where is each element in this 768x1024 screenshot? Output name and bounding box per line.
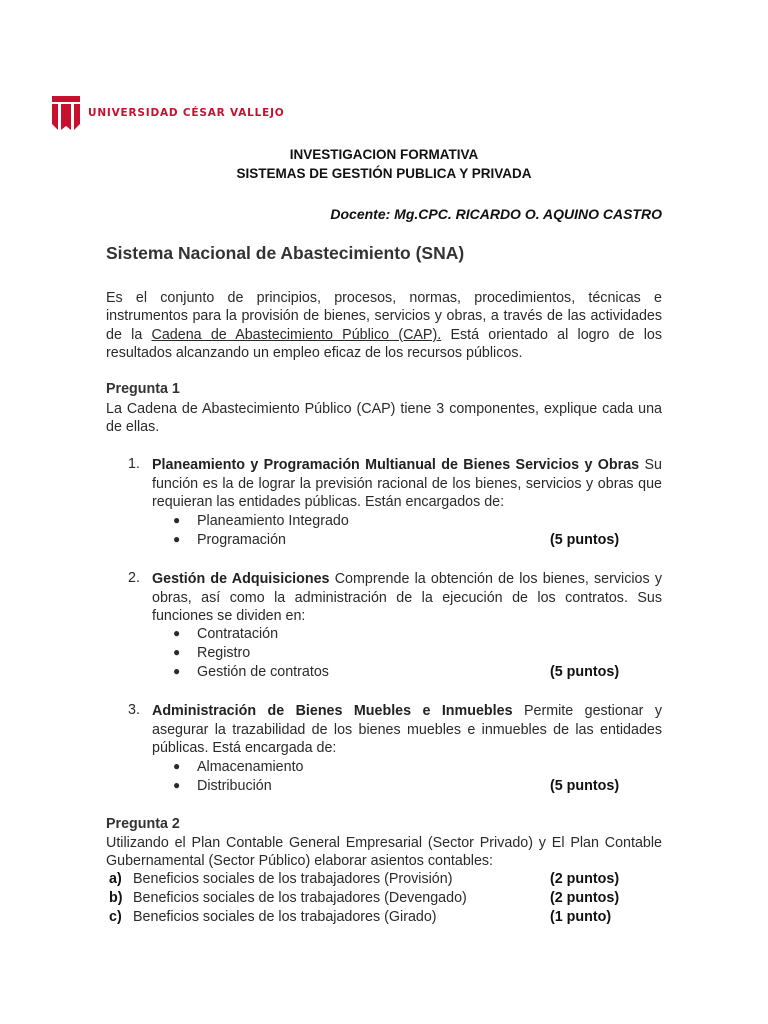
list-item: ● Almacenamiento: [173, 759, 304, 775]
section-title: Sistema Nacional de Abastecimiento (SNA): [106, 243, 465, 263]
item-2-body: [152, 570, 662, 626]
intro-paragraph: [106, 289, 662, 362]
bullet-icon: ●: [173, 778, 181, 792]
list-item: ● Programación: [173, 532, 286, 548]
university-name: UNIVERSIDAD CÉSAR VALLEJO: [88, 107, 285, 119]
item-1-points: (5 puntos): [550, 532, 620, 548]
item-3-body: [152, 702, 662, 758]
list-item: ● Planeamiento Integrado: [173, 513, 349, 529]
item-2-number: 2.: [128, 570, 140, 586]
answer-c-points: (1 punto): [550, 909, 612, 925]
header-title: INVESTIGACION FORMATIVA: [289, 147, 479, 162]
item-2-heading: Gestión de Adquisiciones: [152, 571, 330, 587]
answer-c-letter: c): [109, 909, 122, 925]
university-logo: [52, 96, 285, 130]
question-1-text: La Cadena de Abastecimiento Público (CAP) tiene 3 componentes, explique cada una de ellas.: [106, 401, 662, 436]
bullet-icon: ●: [173, 626, 181, 640]
header-subtitle: SISTEMAS DE GESTIÓN PUBLICA Y PRIVADA: [236, 166, 532, 181]
bullet-icon: ●: [173, 664, 181, 678]
item-3-points: (5 puntos): [550, 778, 620, 794]
item-1-number: 1.: [128, 456, 140, 472]
bullet-icon: ●: [173, 645, 181, 659]
question-2-title: Pregunta 2: [106, 816, 180, 832]
bullet-icon: ●: [173, 759, 181, 773]
answer-a-points: (2 puntos): [550, 871, 620, 887]
item-3-number: 3.: [128, 702, 140, 718]
answer-a-letter: a): [109, 871, 122, 887]
answer-c-text: Beneficios sociales de los trabajadores (Girado): [133, 909, 437, 925]
question-2-text: Utilizando el Plan Contable General Empresarial (Sector Privado) y El Plan Contable Gubernamental (Sector Público) elaborar asientos contables:: [106, 835, 662, 870]
bullet-icon: ●: [173, 532, 181, 546]
item-1-heading: Planeamiento y Programación Multianual de Bienes Servicios y Obras: [152, 457, 640, 473]
cap-link-text: Cadena de Abastecimiento Público (CAP).: [151, 326, 442, 343]
item-3-text: Permite gestionar y asegurar la trazabilidad de los bienes muebles e inmuebles de las entidades públicas. Está encargada de:: [152, 703, 662, 756]
docente-line: Docente: Mg.CPC. RICARDO O. AQUINO CASTRO: [330, 206, 662, 222]
intro-text-2: Está orientado al logro de los resultados alcanzando un empleo eficaz de los recursos públicos.: [106, 326, 662, 361]
list-item: ● Registro: [173, 645, 251, 661]
item-1-text: Su función es la de lograr la previsión racional de los bienes, servicios y obras que requieran las entidades públicas. Están encargados de:: [152, 457, 662, 510]
list-item: ● Gestión de contratos: [173, 664, 329, 680]
question-1-title: Pregunta 1: [106, 381, 180, 397]
answer-b-points: (2 puntos): [550, 890, 620, 906]
list-item: ● Contratación: [173, 626, 279, 642]
bullet-icon: ●: [173, 513, 181, 527]
item-2-points: (5 puntos): [550, 664, 620, 680]
answer-b-text: Beneficios sociales de los trabajadores (Devengado): [133, 890, 467, 906]
answer-a-text: Beneficios sociales de los trabajadores (Provisión): [133, 871, 453, 887]
item-1-body: [152, 456, 662, 512]
item-3-heading: Administración de Bienes Muebles e Inmuebles: [152, 703, 513, 719]
item-2-text: Comprende la obtención de los bienes, servicios y obras, así como la administración de la ejecución de los contratos. Sus funciones se dividen en:: [152, 571, 662, 624]
list-item: ● Distribución: [173, 778, 272, 794]
intro-text-1: Es el conjunto de principios, procesos, normas, procedimientos, técnicas e instrumentos para la provisión de bienes, servicios y obras, a través de las actividades de la: [106, 290, 662, 343]
answer-b-letter: b): [109, 890, 123, 906]
university-shield-icon: [52, 96, 80, 130]
